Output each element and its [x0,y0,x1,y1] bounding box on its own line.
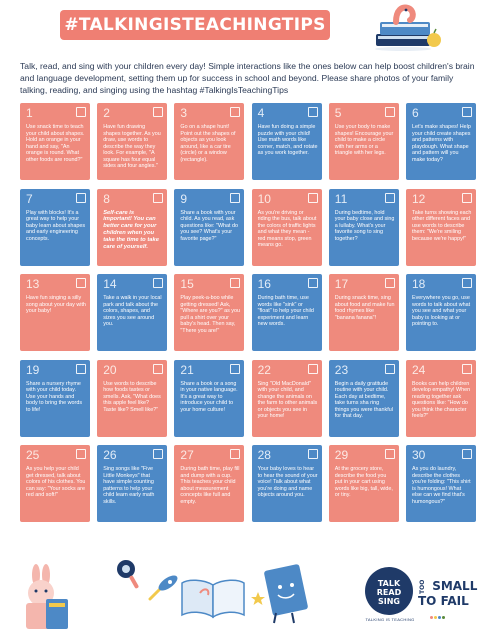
day-tip-text: During bath time, use words like "sink" or "float" to help your child experiment and learn new words. [257,295,314,328]
day-cell-18 [406,274,476,351]
day-tip-text: Begin a daily gratitude routine with your child. Each day at bedtime, take turns sha ring things you were thankful for that day. [334,380,393,420]
day-checkbox[interactable] [153,278,163,288]
day-checkbox[interactable] [153,364,163,374]
page-title: #TALKINGISTEACHINGTIPS CALENDAR [60,10,330,40]
day-number: 16 [257,277,271,292]
day-tip-text: During bedtime, hold your baby close and sing a lullaby. What's your favorite song to sing together? [334,209,395,242]
day-cell-21 [174,360,244,437]
day-tip-text: Take a walk in your local park and talk about the colors, shapes, and sizes you see around you. [103,295,162,328]
day-number: 28 [257,448,271,463]
day-checkbox[interactable] [230,449,240,459]
day-tip-text: Self-care is important! You can better care for your children when you take the time to take care of yourself. [103,209,159,250]
day-tip-text: Take turns showing each other different faces and use words to describe them: "We're smiling because we're happy!" [412,209,472,242]
day-number: 25 [26,448,40,463]
day-tip-text: As you do laundry, describe the clothes you're folding: "This shirt is humongous! What else can we find that's humongous?" [412,466,471,505]
day-checkbox[interactable] [153,449,163,459]
day-checkbox[interactable] [230,278,240,288]
day-tip-text: Play with blocks! It's a great way to help your baby learn about shapes and early engineering concepts. [26,209,86,242]
day-number: 30 [412,448,426,463]
day-number: 14 [103,277,117,292]
day-checkbox[interactable] [308,364,318,374]
day-tip-text: Everywhere you go, use words to talk about what you see and what your baby is looking at or pointing to. [412,295,471,328]
day-tip-text: Your baby loves to hear to hear the sound of your voice! Talk about what you're doing and name objects around you. [257,466,318,499]
day-checkbox[interactable] [462,193,472,203]
day-cell-3 [174,103,244,180]
day-number: 12 [412,191,426,206]
book-character-icon [262,561,312,627]
day-checkbox[interactable] [385,278,395,288]
day-checkbox[interactable] [153,107,163,117]
day-number: 1 [26,106,33,120]
logo-main: SMALL TO FAIL [418,579,478,608]
day-tip-text: Go on a shape hunt! Point out the shapes of objects as you look around, like a car tire (circle) or a window (rectangle). [180,124,236,163]
day-checkbox[interactable] [153,193,163,203]
day-cell-17 [329,274,399,351]
logo-too: TOO [419,579,426,594]
day-checkbox[interactable] [308,449,318,459]
day-checkbox[interactable] [230,364,240,374]
header [0,0,492,65]
day-number: 7 [26,191,33,206]
day-number: 19 [26,362,40,377]
day-tip-text: Share a book or a song in your native language. It's a great way to introduce your child to your home culture! [180,380,238,413]
day-cell-4 [252,103,322,180]
day-tip-text: Share a nursery rhyme with your child today. Use your hands and body to bring the words to life! [26,380,83,413]
day-number: 26 [103,448,117,463]
day-cell-26 [97,445,167,522]
day-number: 15 [180,277,194,292]
day-tip-text: During snack time, sing about food and make fun food rhymes like "banana fanana"! [334,295,395,321]
day-tip-text: Use snack time to teach your child about shapes. Hold an orange in your hand and say, "An orange is round. What other foods are round?" [26,124,85,163]
rocket-icon [148,575,180,601]
day-number: 9 [180,191,188,206]
day-number: 20 [103,362,117,377]
day-tip-text: Share a book with your child. As you read, ask questions like: "What do you see? What's your favorite page?" [180,209,239,242]
logo-line-talk: TALK [377,579,401,588]
day-tip-text: Sing "Old MacDonald" with your child, and change the animals on the farm to other animals or objects you see in your home! [257,380,318,420]
day-tip-text: Books can help children develop empathy! When reading together ask questions like: "How do you think the character feels?" [412,380,471,420]
day-checkbox[interactable] [462,107,472,117]
day-cell-5 [329,103,399,180]
day-cell-11 [329,189,399,266]
day-cell-12 [406,189,476,266]
day-checkbox[interactable] [308,193,318,203]
day-tip-text: Have fun doing a simple puzzle with your child! Use math words like corner, match, and rotate as you work together. [257,124,318,156]
day-tip-text: Play peek-a-boo while getting dressed! Ask, "Where are you?" as you pull a shirt over your baby's head. Then say, "There you are!" [180,295,240,334]
day-tip-text: Sing songs like "Five Little Monkeys" that have simple counting patterns to help your child learn early math skills. [103,466,155,505]
day-cell-16 [252,274,322,351]
day-number: 13 [26,277,40,292]
day-number: 8 [103,191,110,206]
day-cell-30 [406,445,476,522]
day-tip-text: Let's make shapes! Help your child create shapes and patterns with playdough. What shape and pattern will you make today? [412,124,471,163]
day-number: 27 [180,448,194,463]
day-cell-15 [174,274,244,351]
day-number: 10 [257,191,271,206]
day-tip-text: Have fun drawing shapes together. As you draw, use words to describe the way they look. For example, "A square has four equal sides and four angles." [103,124,161,169]
day-number: 6 [412,106,419,120]
day-cell-8 [97,189,167,266]
open-book-icon [178,577,248,621]
day-cell-27 [174,445,244,522]
day-checkbox[interactable] [462,278,472,288]
talk-read-sing-logo [365,567,413,615]
day-number: 4 [257,106,265,120]
day-number: 3 [180,106,188,120]
day-number: 17 [334,277,349,292]
day-number: 2 [103,106,110,120]
day-checkbox[interactable] [462,449,472,459]
day-cell-9 [174,189,244,266]
day-number: 18 [412,277,426,292]
day-checkbox[interactable] [76,364,86,374]
day-tip-text: At the grocery store, describe the food you put in your cart using words like big, tall, wide, or tiny. [334,466,393,499]
day-tip-text: During bath time, play fill and dump with a cup. This teaches your child about measurement concepts like full and empty. [180,466,240,505]
day-cell-1 [20,103,90,180]
day-cell-22 [252,360,322,437]
day-cell-24 [406,360,476,437]
day-checkbox[interactable] [230,193,240,203]
day-cell-13 [20,274,90,351]
logo-dots [430,609,490,621]
day-checkbox[interactable] [385,107,395,117]
day-cell-10 [252,189,322,266]
day-number: 24 [412,362,426,377]
day-tip-text: Use your body to make shapes! Encourage your child to make a circle with her arms or a triangle with her legs. [334,124,394,156]
day-number: 11 [334,191,348,206]
day-cell-19 [20,360,90,437]
day-checkbox[interactable] [385,193,395,203]
day-tip-text: As you're driving or riding the bus, talk about the colors of traffic lights and what they mean - red means stop, green means go. [257,209,317,249]
day-tip-text: Use words to describe how foods tastes or smells. Ask, "What does this apple feel like? Taste like? Smell like?" [103,380,161,413]
day-cell-14 [97,274,167,351]
book-worm-illustration-icon [372,4,447,56]
day-checkbox[interactable] [76,193,86,203]
day-number: 23 [334,362,349,377]
day-checkbox[interactable] [76,449,86,459]
day-number: 5 [334,106,342,120]
day-cell-28 [252,445,322,522]
logo-line-read: READ [376,588,402,597]
day-tip-text: As you help your child get dressed, talk about colors of his clothes. You can say: "Your socks are red and soft!" [26,466,86,499]
day-checkbox[interactable] [462,364,472,374]
day-tip-text: Have fun singing a silly song about your day with your baby! [26,295,86,315]
day-checkbox[interactable] [308,107,318,117]
day-cell-2 [97,103,167,180]
day-checkbox[interactable] [230,107,240,117]
day-cell-20 [97,360,167,437]
day-cell-7 [20,189,90,266]
day-cell-25 [20,445,90,522]
day-checkbox[interactable] [308,278,318,288]
day-number: 22 [257,362,271,377]
calendar-grid [20,103,476,543]
day-checkbox[interactable] [385,364,395,374]
day-checkbox[interactable] [76,278,86,288]
day-cell-6 [406,103,476,180]
logo-tagline: TALKING IS TEACHING [365,617,415,622]
bunny-reading-illustration-icon [14,563,74,638]
intro-text: Talk, read, and sing with your children every day! Simple interactions like the ones below can help boost children's brain and language development, setting them up for success in school and beyond. Please share photos of your family talking, reading, and singing using the hashtag #TalkingIsTeachingTips [20,61,475,95]
rattle-icon [112,557,144,591]
logo-line-sing: SING [378,597,400,606]
day-number: 29 [334,448,349,463]
day-cell-23 [329,360,399,437]
day-checkbox[interactable] [76,107,86,117]
day-cell-29 [329,445,399,522]
too-small-to-fail-logo [418,579,490,608]
day-number: 21 [180,362,194,377]
day-checkbox[interactable] [385,449,395,459]
